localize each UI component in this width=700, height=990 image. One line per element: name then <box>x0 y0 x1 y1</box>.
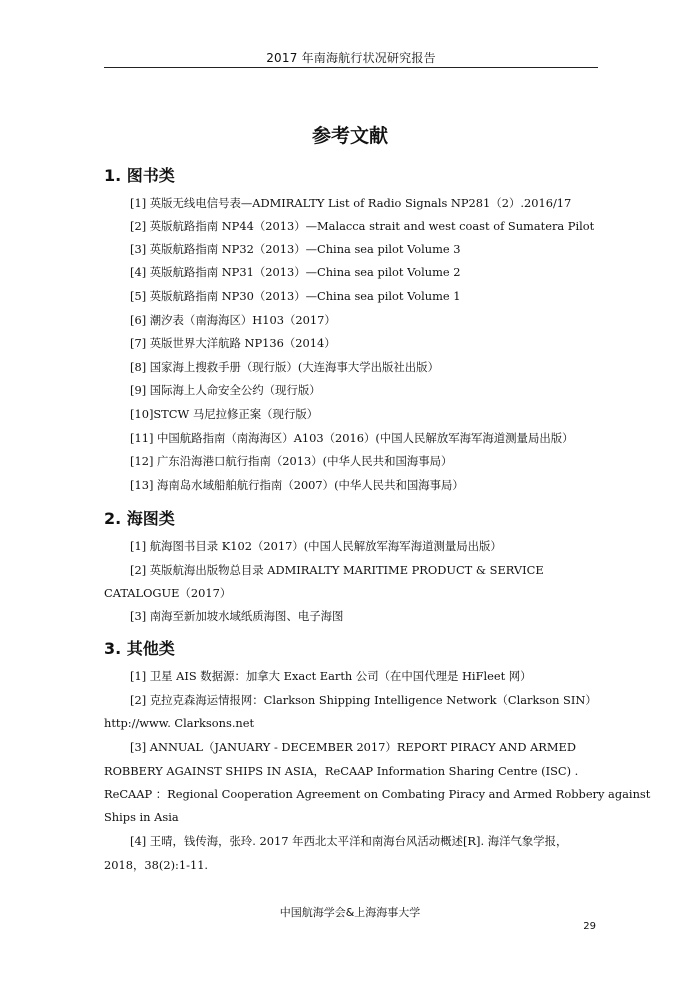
reference-item: [11] 中国航路指南（南海海区）A103（2016）(中国人民解放军海军海道测量局出版） <box>130 431 574 445</box>
reference-item-continuation: ReCAAP ：Regional Cooperation Agreement on Combating Piracy and Armed Robbery against <box>104 787 651 801</box>
reference-item: [2] 克拉克森海运情报网：Clarkson Shipping Intelligence Network（Clarkson SIN） <box>130 693 597 707</box>
reference-item: [3] 南海至新加坡水域纸质海图、电子海图 <box>130 609 344 623</box>
reference-item: [3] ANNUAL（JANUARY - DECEMBER 2017）REPORT PIRACY AND ARMED <box>130 740 576 754</box>
reference-item: [7] 英版世界大洋航路 NP136（2014） <box>130 336 336 350</box>
footer-organization: 中国航海学会&上海海事大学 <box>279 906 421 919</box>
reference-item-continuation: 2018，38(2):1-11. <box>104 858 209 872</box>
reference-item: [2] 英版航路指南 NP44（2013）—Malacca strait and west coast of Sumatera Pilot <box>130 219 595 233</box>
reference-item-continuation: CATALOGUE（2017） <box>104 586 232 600</box>
reference-item: [6] 潮汐表（南海海区）H103（2017） <box>130 313 336 327</box>
reference-item: [4] 王晴，钱传海，张玲. 2017 年西北太平洋和南海台风活动概述[R]. 海洋气象学报， <box>130 834 568 848</box>
page-title: 参考文献 <box>311 125 388 147</box>
page-number: 29 <box>583 921 596 932</box>
reference-item: [1] 航海图书目录 K102（2017）(中国人民解放军海军海道测量局出版） <box>130 539 502 553</box>
running-header: 2017 年南海航行状况研究报告 <box>266 51 436 65</box>
section-heading-others: 3. 其他类 <box>104 639 175 658</box>
reference-item: [3] 英版航路指南 NP32（2013）—China sea pilot Volume 3 <box>130 242 461 256</box>
reference-url: http://www. Clarksons.net <box>104 716 255 730</box>
section-heading-charts: 2. 海图类 <box>104 509 175 528</box>
reference-item: [9] 国际海上人命安全公约（现行版） <box>130 383 321 397</box>
header-rule <box>104 67 598 68</box>
reference-item: [5] 英版航路指南 NP30（2013）—China sea pilot Volume 1 <box>130 289 461 303</box>
reference-item: [13] 海南岛水域船舶航行指南（2007）(中华人民共和国海事局） <box>130 478 464 492</box>
section-heading-books: 1. 图书类 <box>104 166 175 185</box>
reference-item: [4] 英版航路指南 NP31（2013）—China sea pilot Volume 2 <box>130 265 461 279</box>
reference-item: [1] 英版无线电信号表—ADMIRALTY List of Radio Signals NP281（2）.2016/17 <box>130 196 572 210</box>
reference-item: [1] 卫星 AIS 数据源：加拿大 Exact Earth 公司（在中国代理是 HiFleet 网） <box>130 669 532 683</box>
reference-item: [12] 广东沿海港口航行指南（2013）(中华人民共和国海事局） <box>130 454 453 468</box>
reference-item: [10]STCW 马尼拉修正案（现行版） <box>130 407 319 421</box>
reference-item: [8] 国家海上搜救手册（现行版）(大连海事大学出版社出版） <box>130 360 439 374</box>
reference-item-continuation: Ships in Asia <box>104 810 179 824</box>
reference-item-continuation: ROBBERY AGAINST SHIPS IN ASIA，ReCAAP Information Sharing Centre (ISC) . <box>104 764 579 778</box>
reference-item: [2] 英版航海出版物总目录 ADMIRALTY MARITIME PRODUCT & SERVICE <box>130 563 544 577</box>
